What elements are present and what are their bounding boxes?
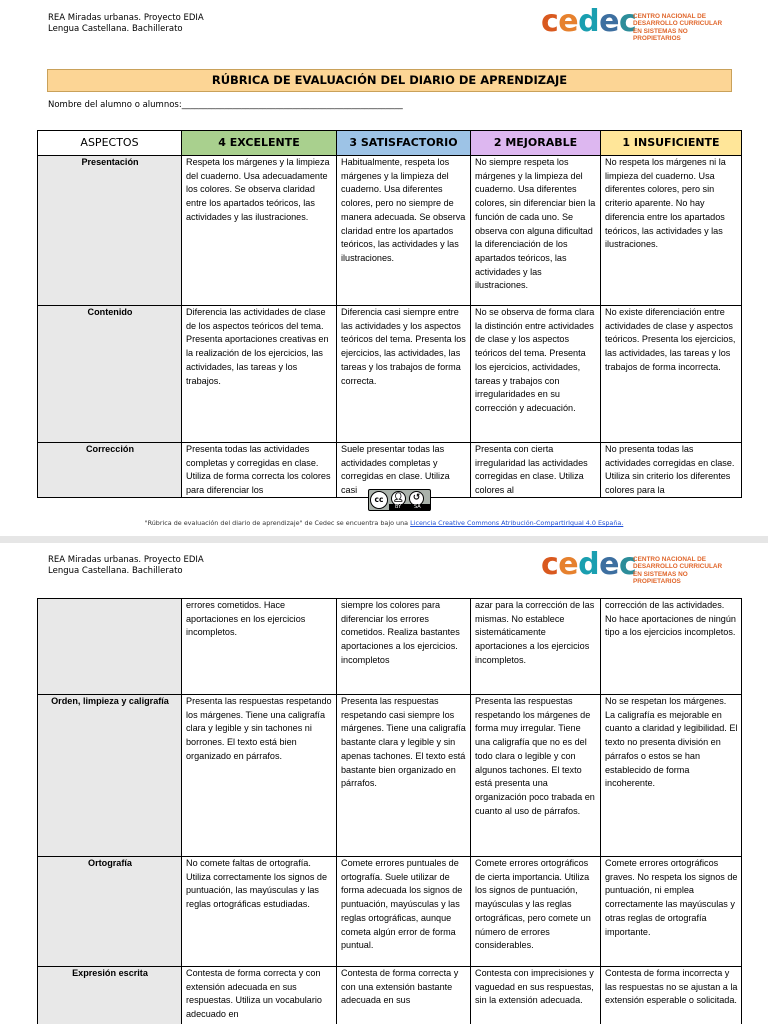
table-row: [38, 306, 742, 443]
person-icon: 👤︎: [391, 491, 406, 506]
page-separator: [0, 536, 768, 543]
criterion-cell: Presenta las respuestas respetando los márgenes de forma muy irregular. Tiene una caligrafía que no es del todo clara o legible y con algunos tachones. El texto está presenta una organización poco trabada en cuanto al uso de párrafos.: [471, 695, 601, 857]
criterion-cell: No comete faltas de ortografía. Utiliza correctamente los signos de puntuación, las mayúsculas y las reglas ortográficas estudiadas.: [182, 857, 337, 967]
logo-letter: c: [541, 547, 559, 582]
logo-letter: c: [619, 4, 637, 39]
aspect-ortografia: Ortografía: [38, 857, 182, 967]
logo-subtitle-line: EN SISTEMAS NO PROPIETARIOS: [633, 570, 688, 586]
aspect-continuation: [38, 599, 182, 695]
criterion-cell: Respeta los márgenes y la limpieza del cuaderno. Usa adecuadamente los colores. Se observa claridad entre los apartados teóricos, las actividades y las ilustraciones.: [182, 156, 337, 306]
logo-letter: c: [619, 547, 637, 582]
document-page-2: [0, 543, 768, 1024]
cedec-logo: [541, 547, 736, 586]
criterion-cell: [182, 443, 337, 498]
logo-wordmark: [541, 548, 636, 582]
criterion-cell: No respeta los márgenes ni la limpieza del cuaderno. Usa diferentes colores, pero sin criterio aparente. No hay diferencia entre los apartados teóricos, las actividades y las ilustraciones.: [601, 156, 742, 306]
table-row: [38, 967, 742, 1024]
criterion-cell: [601, 967, 742, 1024]
student-name-label: Nombre del alumno o alumnos:____________________________________________________: [48, 100, 403, 110]
criterion-cell: Diferencia casi siempre entre las actividades y los aspectos teóricos del tema. Presenta los ejercicios, las actividades, las tareas y los trabajos de forma correcta.: [337, 306, 471, 443]
aspect-orden-limpieza-caligrafia: Orden, limpieza y caligrafía: [38, 695, 182, 857]
header-text: [48, 555, 204, 577]
logo-letter: d: [578, 4, 600, 39]
aspect-presentacion: Presentación: [38, 156, 182, 306]
by-label: BY: [395, 504, 402, 510]
header-line-2: Lengua Castellana. Bachillerato: [48, 24, 183, 34]
column-header-aspects: ASPECTOS: [38, 131, 182, 156]
sa-label: SA: [414, 504, 421, 510]
cell-text: Contesta de forma incorrecta y las respuestas no se ajustan a la extensión esperable o solicitada.: [605, 968, 738, 1006]
logo-subtitle: [633, 13, 736, 43]
aspect-correccion: Corrección: [38, 443, 182, 498]
criterion-cell: [182, 967, 337, 1024]
criterion-cell: No siempre respeta los márgenes y la limpieza del cuaderno. Usa diferentes colores, sin diferenciar bien la función de cada uno. Se observa con alguna dificultad la diferenciación de los apartados teóricos, las actividades y las ilustraciones.: [471, 156, 601, 306]
column-header-excelente: 4 EXCELENTE: [182, 131, 337, 156]
header-line-2: Lengua Castellana. Bachillerato: [48, 566, 183, 576]
license-text: "Rúbrica de evaluación del diario de aprendizaje" de Cedec se encuentra bajo una: [144, 519, 411, 527]
column-header-satisfactorio: 3 SATISFACTORIO: [337, 131, 471, 156]
column-header-mejorable: 2 MEJORABLE: [471, 131, 601, 156]
cell-text: Contesta de forma correcta y con una extensión bastante adecuada en sus: [341, 968, 459, 1006]
aspect-expresion-escrita: Expresión escrita: [38, 967, 182, 1024]
logo-wordmark: [541, 5, 636, 39]
criterion-cell: Comete errores ortográficos de cierta importancia. Utiliza los signos de puntuación, mayúsculas y las reglas ortográficas, pero comete un número de errores considerables.: [471, 857, 601, 967]
share-alike-icon: ↺: [409, 491, 424, 506]
cell-text: Contesta de forma correcta y con extensión adecuada en sus respuestas. Utiliza un vocabulario adecuado en: [186, 968, 322, 1020]
rubric-table-page-1: [37, 130, 742, 498]
criterion-cell: Diferencia las actividades de clase de los aspectos teóricos del tema. Presenta aportaciones creativas en la realización de los ejercicios, las actividades, las tareas y los trabajos.: [182, 306, 337, 443]
cell-text: No presenta todas las actividades corregidas en clase. Utiliza sin criterio los diferentes colores para la: [605, 444, 735, 496]
table-row: [38, 599, 742, 695]
license-notice: [0, 519, 768, 527]
logo-letter: d: [578, 547, 600, 582]
logo-letter: e: [558, 4, 579, 39]
cell-text: Presenta con cierta irregularidad las actividades corregidas en clase. Utiliza colores al: [475, 444, 588, 496]
cell-text: Contesta con imprecisiones y vaguedad en sus respuestas, sin la extensión adecuada.: [475, 968, 594, 1006]
logo-subtitle-line: DESARROLLO CURRICULAR: [633, 20, 723, 28]
logo-letter: e: [599, 4, 619, 39]
criterion-cell: siempre los colores para diferenciar los errores cometidos. Realiza bastantes aportaciones a los ejercicios. incompletos: [337, 599, 471, 695]
logo-subtitle-line: EN SISTEMAS NO PROPIETARIOS: [633, 27, 688, 43]
criterion-cell: corrección de las actividades. No hace aportaciones de ningún tipo a los ejercicios incompletos.: [601, 599, 742, 695]
table-row: [38, 695, 742, 857]
logo-subtitle-line: DESARROLLO CURRICULAR: [633, 563, 723, 571]
table-row: [38, 857, 742, 967]
header-line-1: REA Miradas urbanas. Proyecto EDIA: [48, 13, 204, 23]
column-header-insuficiente: 1 INSUFICIENTE: [601, 131, 742, 156]
criterion-cell: errores cometidos. Hace aportaciones en los ejercicios incompletos.: [182, 599, 337, 695]
criterion-cell: No se respetan los márgenes. La caligrafía es mejorable en cuanto a claridad y legibilidad. El texto no presenta división en párrafos o estos se han establecido de forma incoherente.: [601, 695, 742, 857]
license-link[interactable]: Licencia Creative Commons Atribución-CompartirIgual 4.0 España.: [410, 519, 624, 527]
criterion-cell: Presenta las respuestas respetando los márgenes. Tiene una caligrafía clara y legible y sin tachones ni borrones. El texto está bien organizado en párrafos.: [182, 695, 337, 857]
table-row: [38, 156, 742, 306]
aspect-contenido: Contenido: [38, 306, 182, 443]
header-text: [48, 13, 204, 35]
criterion-cell: Habitualmente, respeta los márgenes y la limpieza del cuaderno. Usa diferentes colores, pero no siempre de manera adecuada. Se observa claridad entre los apartados teóricos, las actividades y las ilustraciones.: [337, 156, 471, 306]
criterion-cell: No existe diferenciación entre actividades de clase y aspectos teóricos. Presenta los ejercicios, las actividades, las tareas y los trabajos de forma incorrecta.: [601, 306, 742, 443]
criterion-cell: Comete errores puntuales de ortografía. Suele utilizar de forma adecuada los signos de puntuación, mayúsculas y las reglas ortográficas, aunque cometa algún error de forma puntual.: [337, 857, 471, 967]
logo-subtitle-line: CENTRO NACIONAL DE: [633, 556, 707, 563]
logo-letter: c: [541, 4, 559, 39]
logo-letter: e: [558, 547, 579, 582]
criterion-cell: Comete errores ortográficos graves. No respeta los signos de puntuación, ni emplea correctamente las mayúsculas y otras reglas de ortografía importante.: [601, 857, 742, 967]
logo-subtitle: [633, 556, 736, 586]
creative-commons-badge[interactable]: [368, 489, 431, 511]
criterion-cell: [601, 443, 742, 498]
criterion-cell: [471, 967, 601, 1024]
criterion-cell: [471, 443, 601, 498]
criterion-cell: Presenta las respuestas respetando casi siempre los márgenes. Tiene una caligrafía bastante clara y legible y sin apenas tachones. El texto está bastante bien organizado en párrafos.: [337, 695, 471, 857]
criterion-cell: azar para la corrección de las mismas. No establece sistemáticamente aportaciones a los ejercicios incompletos.: [471, 599, 601, 695]
rubric-table-page-2: [37, 598, 742, 1024]
rubric-title: RÚBRICA DE EVALUACIÓN DEL DIARIO DE APRENDIZAJE: [47, 69, 732, 92]
logo-letter: e: [599, 547, 619, 582]
header-row: [38, 131, 742, 156]
header-line-1: REA Miradas urbanas. Proyecto EDIA: [48, 555, 204, 565]
criterion-cell: [337, 967, 471, 1024]
cell-text: Presenta todas las actividades completas y corregidas en clase. Utiliza de forma correcta los colores para diferenciar los: [186, 444, 331, 496]
cedec-logo: [541, 4, 736, 43]
logo-subtitle-line: CENTRO NACIONAL DE: [633, 13, 707, 20]
criterion-cell: No se observa de forma clara la distinción entre actividades de clase y los aspectos teóricos del tema. Presenta los ejercicios, actividades, tareas y trabajos con irregularidades en su corrección y adecuación.: [471, 306, 601, 443]
cc-icon: cc: [370, 491, 388, 509]
cell-text: Suele presentar todas las actividades completas y corregidas en clase. Utiliza casi: [341, 444, 450, 496]
